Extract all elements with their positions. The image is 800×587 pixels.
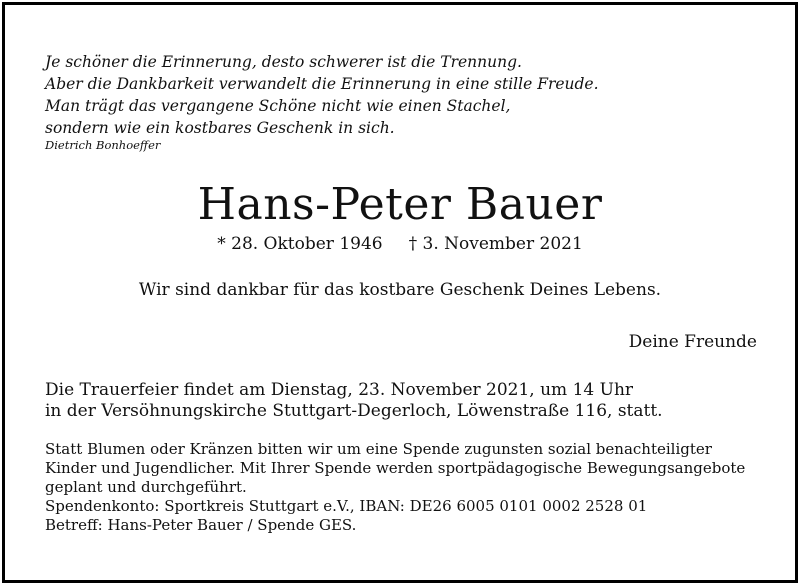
thanks-text: Wir sind dankbar für das kostbare Geschenk Deines Lebens. (138, 280, 662, 300)
ceremony-line: in der Versöhnungskirche Stuttgart-Degerloch, Löwenstraße 116, statt. (45, 401, 663, 421)
quote-line: Aber die Dankbarkeit verwandelt die Erinnerung in eine stille Freude. (45, 75, 599, 93)
deceased-name: Hans-Peter Bauer (197, 179, 603, 230)
donation-line: Kinder und Jugendlicher. Mit Ihrer Spende werden sportpädagogische Bewegungsangebote (45, 459, 746, 477)
death-date: † 3. November 2021 (408, 234, 583, 254)
donation-account: Spendenkonto: Sportkreis Stuttgart e.V., IBAN: DE26 6005 0101 0002 2528 01 (45, 497, 648, 515)
quote-line: Man trägt das vergangene Schöne nicht wie einen Stachel, (45, 97, 511, 115)
quote-block (45, 51, 599, 153)
donation-reference: Betreff: Hans-Peter Bauer / Spende GES. (45, 516, 357, 534)
life-dates (5, 233, 795, 255)
quote-line: sondern wie ein kostbares Geschenk in sich. (45, 119, 395, 137)
donation-line: Statt Blumen oder Kränzen bitten wir um eine Spende zugunsten sozial benachteiligter (45, 440, 712, 458)
quote-line: Je schöner die Erinnerung, desto schwerer ist die Trennung. (45, 53, 522, 71)
donation-line: geplant und durchgeführt. (45, 478, 247, 496)
donation-info (45, 440, 745, 535)
quote-author: Dietrich Bonhoeffer (45, 138, 161, 152)
ceremony-info (45, 380, 663, 422)
birth-date: * 28. Oktober 1946 (217, 234, 383, 254)
signature: Deine Freunde (628, 332, 757, 352)
obituary-notice (2, 2, 798, 583)
ceremony-line: Die Trauerfeier findet am Dienstag, 23. November 2021, um 14 Uhr (45, 380, 634, 400)
